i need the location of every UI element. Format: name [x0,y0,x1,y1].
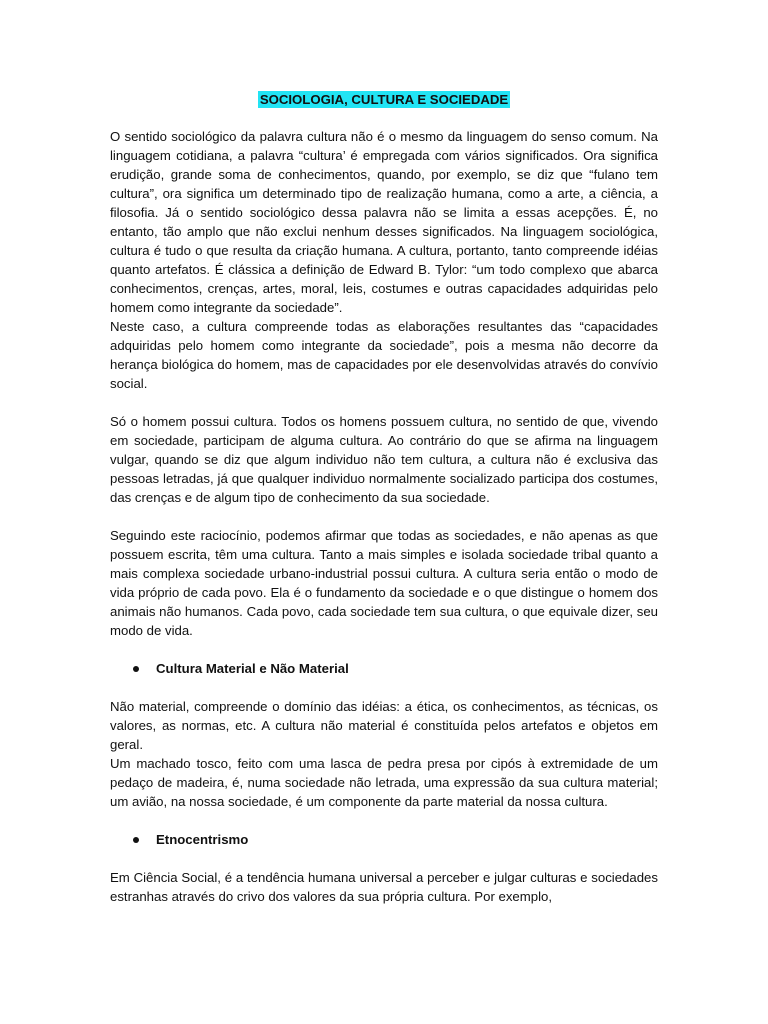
paragraph-nao-material: Não material, compreende o domínio das idéias: a ética, os conhecimentos, as técnicas, os valores, as normas, etc. A cultura não material é constituída pelos artefatos e objetos em geral. [110,699,658,752]
paragraph-neste-caso: Neste caso, a cultura compreende todas as elaborações resultantes das “capacidades adquiridas pelo homem como integrante da sociedade”, pois a mesma não decorre da herança biológica do homem, mas de capacidades por ele desenvolvidas através do convívio social. [110,319,658,391]
document-title: SOCIOLOGIA, CULTURA E SOCIEDADE [259,92,509,107]
heading-cultura-material [110,659,658,678]
spacer [110,393,658,412]
heading-text: Etnocentrismo [156,832,249,847]
title-wrap [110,90,658,109]
bullet-icon [133,837,139,843]
paragraph-seguindo: Seguindo este raciocínio, podemos afirmar que todas as sociedades, e não apenas as que possuem escrita, têm uma cultura. Tanto a mais simples e isolada sociedade tribal quanto a mais complexa sociedade urbano-industrial possui cultura. A cultura seria então o modo de vida próprio de cada povo. Ela é o fundamento da sociedade e o que distingue o homem dos animais não humanos. Cada povo, cada sociedade tem sua cultura, o que equivale dizer, seu modo de vida. [110,528,658,638]
spacer [110,678,658,697]
paragraph-so-o-homem: Só o homem possui cultura. Todos os homens possuem cultura, no sentido de que, vivendo em sociedade, participam de alguma cultura. Ao contrário do que se afirma na linguagem vulgar, quando se diz que algum individuo não tem cultura, a cultura não é exclusiva das pessoas letradas, já que qualquer individuo normalmente socializado participa dos costumes, das crenças e de algum tipo de conhecimento da sua sociedade. [110,414,658,505]
spacer [110,849,658,868]
paragraph-sentido-sociologico: O sentido sociológico da palavra cultura não é o mesmo da linguagem do senso comum. Na linguagem cotidiana, a palavra “cultura’ é empregada com vários significados. Ora significa erudição, grande soma de conhecimentos, quando, por exemplo, se diz que “fulano tem cultura”, ora significa um determinado tipo de realização humana, como a arte, a ciência, a filosofia. Já o sentido sociológico dessa palavra não se limita a essas acepções. É, no entanto, tão amplo que não exclui nenhum desses significados. Na linguagem sociológica, cultura é tudo o que resulta da criação humana. A cultura, portanto, tanto compreende idéias quanto artefatos. É clássica a definição de Edward B. Tylor: “um todo complexo que abarca conhecimentos, crenças, artes, moral, leis, costumes e outras capacidades adquiridas pelo homem como integrante da sociedade”. [110,129,658,315]
heading-etnocentrismo [110,830,658,849]
paragraph-machado: Um machado tosco, feito com uma lasca de pedra presa por cipós à extremidade de um pedaço de madeira, é, numa sociedade não letrada, uma expressão da sua cultura material; um avião, na nossa sociedade, é um componente da parte material da nossa cultura. [110,756,658,809]
heading-text: Cultura Material e Não Material [156,661,349,676]
spacer [110,507,658,526]
spacer [110,811,658,830]
document-page [110,90,658,906]
spacer [110,640,658,659]
bullet-icon [133,666,139,672]
paragraph-ciencia-social: Em Ciência Social, é a tendência humana universal a perceber e julgar culturas e sociedades estranhas através do crivo dos valores da sua própria cultura. Por exemplo, [110,870,658,904]
